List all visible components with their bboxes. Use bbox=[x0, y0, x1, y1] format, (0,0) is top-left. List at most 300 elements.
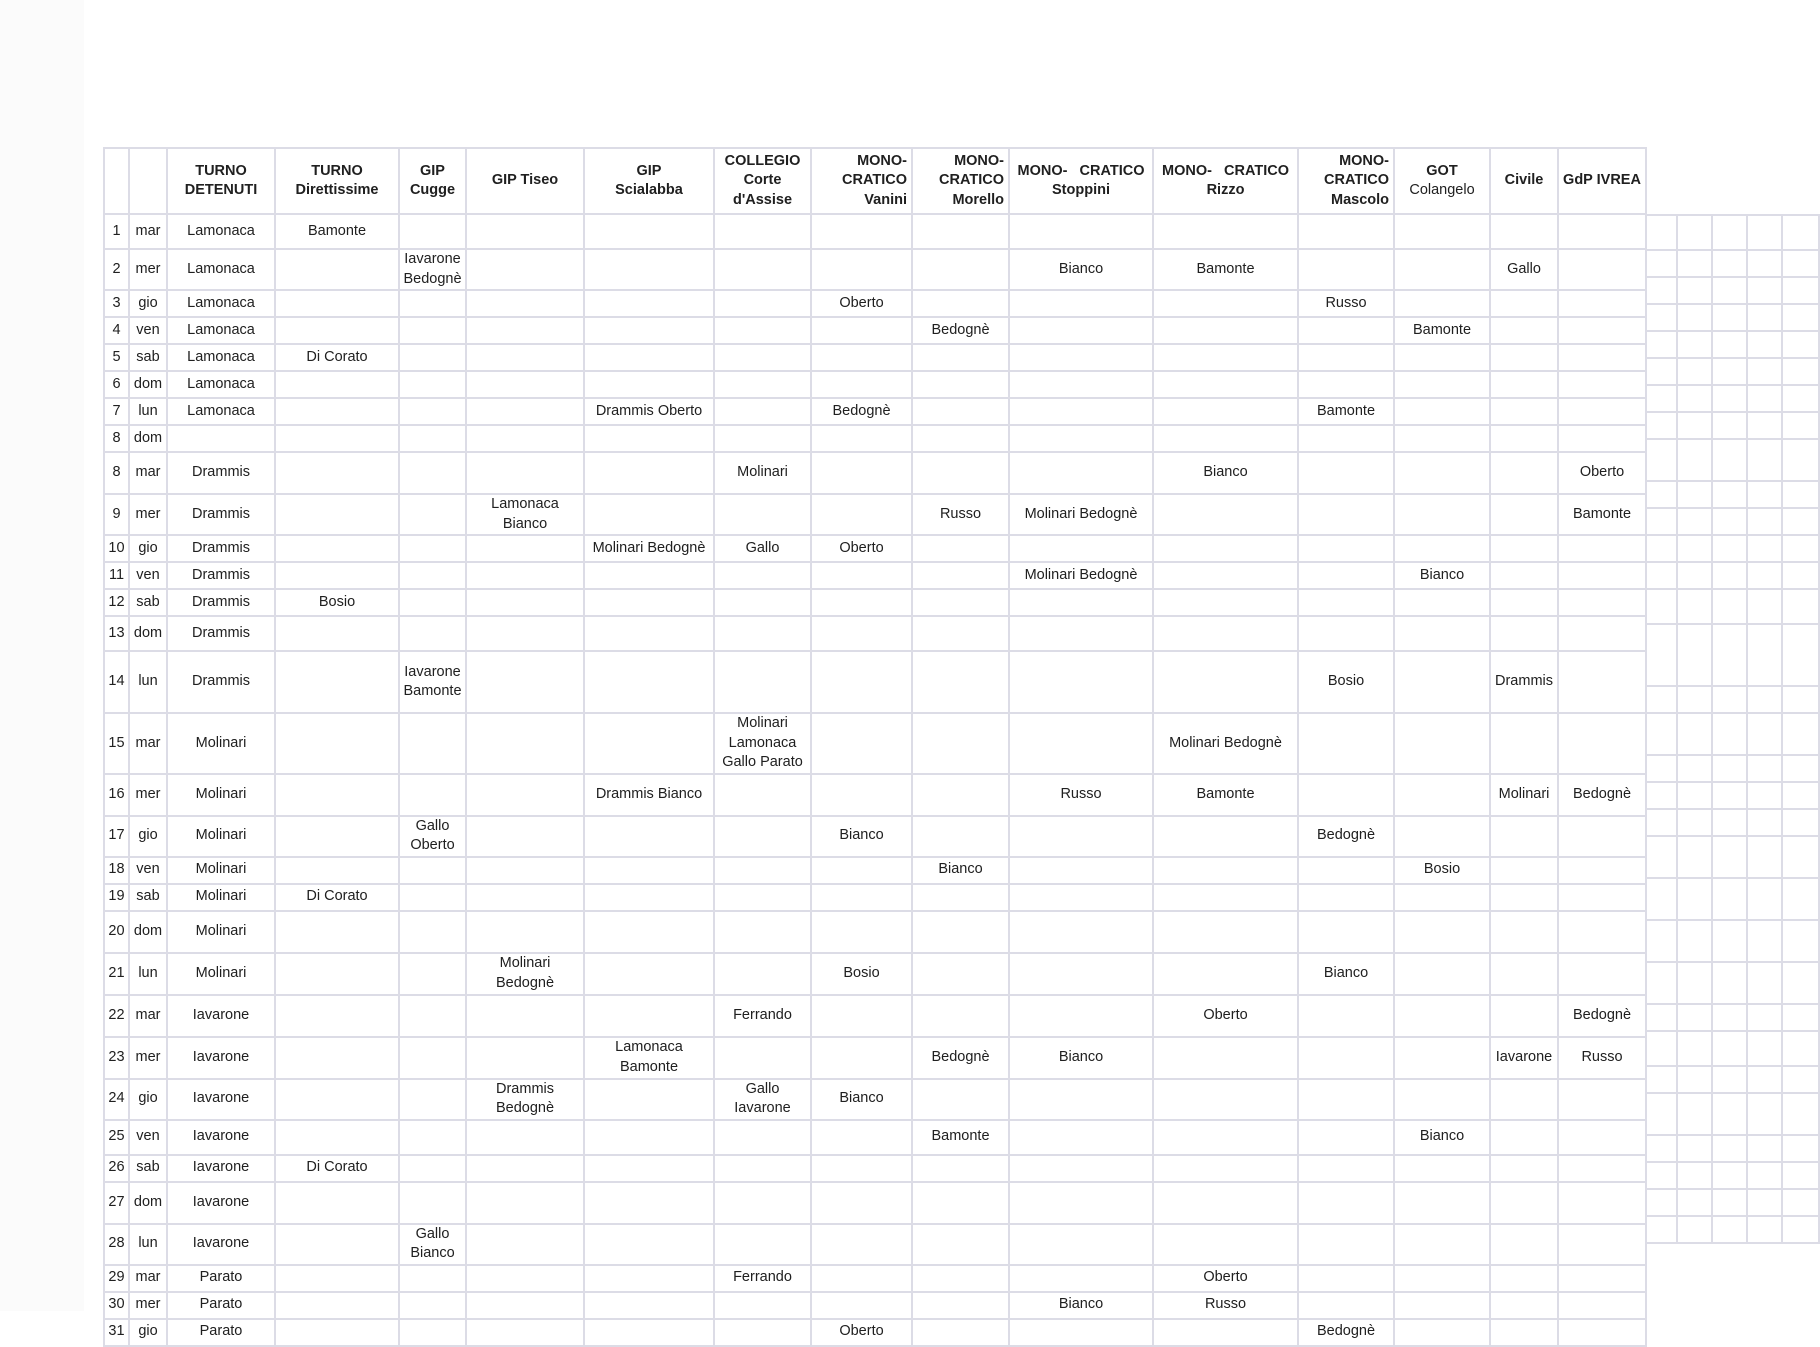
duty-cell-mono_rizzo bbox=[1153, 651, 1298, 713]
empty-cell bbox=[1677, 686, 1712, 713]
duty-cell-gdp bbox=[1558, 535, 1646, 562]
weekday: ven bbox=[129, 857, 167, 884]
empty-cell bbox=[1747, 589, 1782, 624]
duty-cell-turno_detenuti: Iavarone bbox=[167, 1182, 275, 1224]
page-margin bbox=[0, 0, 84, 1311]
duty-cell-civile bbox=[1490, 452, 1558, 494]
duty-cell-mono_morello bbox=[912, 1079, 1009, 1120]
duty-cell-turno_direttissime bbox=[275, 816, 399, 857]
empty-cell bbox=[1747, 277, 1782, 304]
extra-row bbox=[1646, 589, 1819, 624]
duty-cell-gip_cugge bbox=[399, 616, 466, 651]
duty-cell-gip_tiseo bbox=[466, 249, 584, 290]
duty-cell-mono_mascolo: Russo bbox=[1298, 290, 1394, 317]
weekday: mer bbox=[129, 494, 167, 535]
duty-cell-gip_tiseo bbox=[466, 774, 584, 816]
extra-row bbox=[1646, 1216, 1819, 1243]
empty-cell bbox=[1712, 481, 1747, 508]
header-line: GIP bbox=[636, 162, 662, 179]
duty-cell-gip_cugge bbox=[399, 317, 466, 344]
empty-cell bbox=[1677, 962, 1712, 1004]
duty-cell-got bbox=[1394, 1265, 1490, 1292]
duty-cell-gip_scialabba bbox=[584, 371, 714, 398]
empty-cell bbox=[1712, 1066, 1747, 1093]
duty-cell-civile bbox=[1490, 562, 1558, 589]
duty-cell-mono_stoppini bbox=[1009, 425, 1153, 452]
duty-cell-gip_tiseo bbox=[466, 1292, 584, 1319]
duty-cell-gip_scialabba: Molinari Bedognè bbox=[584, 535, 714, 562]
duty-cell-got: Bianco bbox=[1394, 1120, 1490, 1155]
duty-cell-mono_stoppini bbox=[1009, 452, 1153, 494]
duty-cell-gip_tiseo bbox=[466, 589, 584, 616]
empty-cell bbox=[1646, 1004, 1677, 1031]
empty-cell bbox=[1677, 277, 1712, 304]
duty-cell-mono_morello bbox=[912, 884, 1009, 911]
extra-row bbox=[1646, 624, 1819, 686]
duty-cell-turno_detenuti: Lamonaca bbox=[167, 317, 275, 344]
empty-cell bbox=[1782, 836, 1819, 878]
duty-cell-gip_cugge bbox=[399, 1292, 466, 1319]
duty-cell-turno_direttissime bbox=[275, 1079, 399, 1120]
duty-cell-gdp: Bedognè bbox=[1558, 995, 1646, 1037]
duty-cell-turno_detenuti: Molinari bbox=[167, 713, 275, 774]
duty-cell-gdp bbox=[1558, 651, 1646, 713]
empty-cell bbox=[1677, 878, 1712, 920]
duty-cell-mono_vanini bbox=[811, 1037, 912, 1079]
header-line: Corte bbox=[743, 172, 782, 189]
duty-cell-mono_morello: Bamonte bbox=[912, 1120, 1009, 1155]
extra-row bbox=[1646, 385, 1819, 412]
weekday: lun bbox=[129, 398, 167, 425]
date-number: 24 bbox=[104, 1079, 129, 1120]
duty-cell-mono_morello bbox=[912, 1224, 1009, 1265]
duty-cell-collegio bbox=[714, 398, 811, 425]
empty-cell bbox=[1677, 624, 1712, 686]
duty-cell-turno_direttissime bbox=[275, 1265, 399, 1292]
duty-cell-mono_stoppini bbox=[1009, 713, 1153, 774]
duty-cell-civile bbox=[1490, 884, 1558, 911]
duty-cell-gip_scialabba bbox=[584, 1182, 714, 1224]
duty-cell-turno_detenuti: Parato bbox=[167, 1319, 275, 1346]
duty-cell-mono_vanini bbox=[811, 1265, 912, 1292]
duty-cell-gdp bbox=[1558, 857, 1646, 884]
empty-cell bbox=[1712, 1216, 1747, 1243]
duty-cell-gip_cugge bbox=[399, 290, 466, 317]
duty-cell-civile bbox=[1490, 214, 1558, 249]
duty-cell-mono_mascolo bbox=[1298, 884, 1394, 911]
duty-cell-gip_cugge: Gallo Bianco bbox=[399, 1224, 466, 1265]
duty-cell-mono_rizzo bbox=[1153, 1079, 1298, 1120]
duty-cell-mono_mascolo: Bedognè bbox=[1298, 816, 1394, 857]
header-line: COLLEGIO bbox=[724, 152, 801, 169]
extra-row bbox=[1646, 358, 1819, 385]
empty-cell bbox=[1747, 1004, 1782, 1031]
empty-cell bbox=[1646, 1162, 1677, 1189]
table-row bbox=[104, 1037, 1646, 1079]
duty-cell-mono_stoppini: Bianco bbox=[1009, 249, 1153, 290]
duty-cell-mono_rizzo: Molinari Bedognè bbox=[1153, 713, 1298, 774]
duty-cell-turno_direttissime: Bamonte bbox=[275, 214, 399, 249]
extra-row bbox=[1646, 1004, 1819, 1031]
duty-cell-got bbox=[1394, 1037, 1490, 1079]
empty-cell bbox=[1646, 412, 1677, 439]
duty-cell-turno_detenuti: Lamonaca bbox=[167, 398, 275, 425]
extra-row bbox=[1646, 304, 1819, 331]
header-line: MONO- bbox=[857, 152, 907, 169]
empty-cell bbox=[1677, 562, 1712, 589]
duty-cell-turno_detenuti: Lamonaca bbox=[167, 371, 275, 398]
duty-cell-collegio bbox=[714, 1120, 811, 1155]
header-line: MONO- CRATICO bbox=[1017, 162, 1145, 179]
duty-cell-gdp: Oberto bbox=[1558, 452, 1646, 494]
duty-cell-mono_rizzo bbox=[1153, 911, 1298, 953]
table-row bbox=[104, 1265, 1646, 1292]
extra-row bbox=[1646, 920, 1819, 962]
duty-cell-civile: Gallo bbox=[1490, 249, 1558, 290]
duty-cell-collegio bbox=[714, 290, 811, 317]
duty-cell-mono_morello bbox=[912, 371, 1009, 398]
date-number: 1 bbox=[104, 214, 129, 249]
empty-cell bbox=[1782, 1162, 1819, 1189]
empty-cell bbox=[1747, 331, 1782, 358]
duty-cell-gip_scialabba bbox=[584, 884, 714, 911]
duty-cell-gip_tiseo bbox=[466, 884, 584, 911]
column-header-mono_mascolo bbox=[1298, 148, 1394, 214]
duty-cell-turno_direttissime: Di Corato bbox=[275, 344, 399, 371]
duty-cell-gip_scialabba bbox=[584, 494, 714, 535]
duty-cell-got bbox=[1394, 425, 1490, 452]
duty-cell-mono_rizzo: Bamonte bbox=[1153, 774, 1298, 816]
duty-cell-civile bbox=[1490, 1319, 1558, 1346]
duty-cell-civile: Molinari bbox=[1490, 774, 1558, 816]
duty-cell-turno_direttissime bbox=[275, 774, 399, 816]
extra-row bbox=[1646, 962, 1819, 1004]
duty-cell-turno_detenuti: Molinari bbox=[167, 816, 275, 857]
duty-cell-turno_direttissime bbox=[275, 1182, 399, 1224]
duty-cell-turno_direttissime bbox=[275, 398, 399, 425]
duty-cell-gip_cugge bbox=[399, 1079, 466, 1120]
column-header-civile bbox=[1490, 148, 1558, 214]
duty-cell-gdp: Bedognè bbox=[1558, 774, 1646, 816]
duty-cell-gip_scialabba bbox=[584, 1292, 714, 1319]
duty-cell-civile bbox=[1490, 857, 1558, 884]
empty-cell bbox=[1677, 782, 1712, 809]
duty-cell-mono_mascolo bbox=[1298, 371, 1394, 398]
empty-cell bbox=[1646, 809, 1677, 836]
empty-cell bbox=[1782, 809, 1819, 836]
empty-cell bbox=[1677, 1216, 1712, 1243]
duty-cell-mono_vanini bbox=[811, 1182, 912, 1224]
empty-cell bbox=[1677, 358, 1712, 385]
duty-cell-gdp bbox=[1558, 425, 1646, 452]
extra-row bbox=[1646, 481, 1819, 508]
date-number: 8 bbox=[104, 452, 129, 494]
duty-cell-collegio bbox=[714, 1155, 811, 1182]
duty-cell-got: Bianco bbox=[1394, 562, 1490, 589]
header-line: GOT bbox=[1426, 162, 1458, 179]
duty-cell-mono_vanini bbox=[811, 651, 912, 713]
empty-cell bbox=[1747, 920, 1782, 962]
duty-cell-gdp bbox=[1558, 1292, 1646, 1319]
duty-cell-gdp bbox=[1558, 562, 1646, 589]
extra-row bbox=[1646, 809, 1819, 836]
duty-cell-collegio bbox=[714, 425, 811, 452]
duty-cell-turno_detenuti: Molinari bbox=[167, 911, 275, 953]
table-row bbox=[104, 651, 1646, 713]
duty-cell-gip_cugge bbox=[399, 1037, 466, 1079]
duty-cell-gip_scialabba bbox=[584, 953, 714, 995]
duty-cell-got bbox=[1394, 616, 1490, 651]
duty-cell-mono_morello bbox=[912, 816, 1009, 857]
empty-cell bbox=[1677, 755, 1712, 782]
empty-cell bbox=[1747, 1189, 1782, 1216]
duty-cell-turno_detenuti: Iavarone bbox=[167, 1120, 275, 1155]
duty-cell-turno_direttissime bbox=[275, 317, 399, 344]
weekday: mer bbox=[129, 1292, 167, 1319]
duty-cell-turno_detenuti: Iavarone bbox=[167, 1224, 275, 1265]
date-number: 4 bbox=[104, 317, 129, 344]
duty-cell-got bbox=[1394, 398, 1490, 425]
empty-cell bbox=[1677, 920, 1712, 962]
weekday: gio bbox=[129, 535, 167, 562]
table-row bbox=[104, 589, 1646, 616]
empty-cell bbox=[1712, 250, 1747, 277]
duty-cell-gip_tiseo bbox=[466, 1182, 584, 1224]
duty-cell-turno_direttissime bbox=[275, 911, 399, 953]
duty-cell-civile bbox=[1490, 494, 1558, 535]
empty-cell bbox=[1782, 782, 1819, 809]
empty-cell bbox=[1646, 713, 1677, 755]
duty-cell-turno_direttissime bbox=[275, 1037, 399, 1079]
duty-cell-turno_detenuti: Iavarone bbox=[167, 1079, 275, 1120]
duty-cell-gip_scialabba bbox=[584, 713, 714, 774]
duty-cell-turno_direttissime bbox=[275, 1292, 399, 1319]
empty-cell bbox=[1782, 331, 1819, 358]
empty-cell bbox=[1646, 358, 1677, 385]
duty-cell-mono_morello bbox=[912, 1319, 1009, 1346]
empty-cell bbox=[1782, 412, 1819, 439]
duty-cell-mono_vanini bbox=[811, 995, 912, 1037]
empty-cell bbox=[1646, 1135, 1677, 1162]
duty-cell-gip_scialabba: Lamonaca Bamonte bbox=[584, 1037, 714, 1079]
duty-cell-gip_scialabba bbox=[584, 214, 714, 249]
duty-cell-mono_rizzo bbox=[1153, 562, 1298, 589]
duty-cell-collegio bbox=[714, 562, 811, 589]
duty-cell-mono_rizzo bbox=[1153, 398, 1298, 425]
empty-cell bbox=[1747, 809, 1782, 836]
weekday: gio bbox=[129, 290, 167, 317]
weekday: mer bbox=[129, 249, 167, 290]
duty-cell-mono_morello bbox=[912, 911, 1009, 953]
duty-cell-gip_scialabba bbox=[584, 857, 714, 884]
duty-cell-mono_rizzo bbox=[1153, 290, 1298, 317]
duty-cell-mono_vanini bbox=[811, 884, 912, 911]
table-row bbox=[104, 317, 1646, 344]
header-line: Colangelo bbox=[1409, 182, 1475, 198]
duty-cell-mono_stoppini bbox=[1009, 290, 1153, 317]
duty-cell-got bbox=[1394, 1319, 1490, 1346]
duty-cell-turno_direttissime bbox=[275, 494, 399, 535]
duty-cell-gip_scialabba: Drammis Oberto bbox=[584, 398, 714, 425]
duty-cell-mono_morello bbox=[912, 995, 1009, 1037]
empty-cell bbox=[1677, 412, 1712, 439]
duty-cell-gip_tiseo bbox=[466, 1037, 584, 1079]
extra-row bbox=[1646, 713, 1819, 755]
extra-row bbox=[1646, 535, 1819, 562]
duty-cell-turno_direttissime bbox=[275, 249, 399, 290]
empty-cell bbox=[1747, 836, 1782, 878]
duty-cell-civile bbox=[1490, 1292, 1558, 1319]
duty-cell-mono_vanini bbox=[811, 1292, 912, 1319]
duty-cell-got bbox=[1394, 651, 1490, 713]
extra-row bbox=[1646, 1162, 1819, 1189]
empty-cell bbox=[1712, 836, 1747, 878]
extra-row bbox=[1646, 215, 1819, 250]
empty-cell bbox=[1747, 358, 1782, 385]
duty-cell-collegio: Gallo bbox=[714, 535, 811, 562]
duty-cell-turno_direttissime bbox=[275, 1224, 399, 1265]
empty-cell bbox=[1646, 277, 1677, 304]
duty-cell-gdp: Bamonte bbox=[1558, 494, 1646, 535]
duty-cell-gdp bbox=[1558, 1155, 1646, 1182]
duty-cell-mono_mascolo bbox=[1298, 911, 1394, 953]
empty-cell bbox=[1712, 304, 1747, 331]
duty-cell-mono_morello bbox=[912, 1265, 1009, 1292]
duty-cell-turno_direttissime bbox=[275, 1120, 399, 1155]
empty-cell bbox=[1712, 782, 1747, 809]
duty-cell-turno_direttissime bbox=[275, 535, 399, 562]
weekday: dom bbox=[129, 1182, 167, 1224]
column-header-turno_detenuti bbox=[167, 148, 275, 214]
duty-cell-turno_detenuti: Molinari bbox=[167, 884, 275, 911]
empty-cell bbox=[1712, 878, 1747, 920]
table-row bbox=[104, 214, 1646, 249]
duty-cell-gip_scialabba bbox=[584, 1120, 714, 1155]
duty-cell-mono_stoppini bbox=[1009, 214, 1153, 249]
duty-cell-civile bbox=[1490, 616, 1558, 651]
duty-cell-collegio: Gallo Iavarone bbox=[714, 1079, 811, 1120]
table-row bbox=[104, 1079, 1646, 1120]
empty-cell bbox=[1712, 385, 1747, 412]
empty-cell bbox=[1712, 535, 1747, 562]
empty-cell bbox=[1646, 589, 1677, 624]
date-number: 13 bbox=[104, 616, 129, 651]
duty-cell-collegio bbox=[714, 344, 811, 371]
empty-cell bbox=[1677, 1093, 1712, 1135]
duty-cell-gip_tiseo bbox=[466, 713, 584, 774]
empty-cell bbox=[1712, 1189, 1747, 1216]
duty-cell-collegio bbox=[714, 884, 811, 911]
duty-cell-mono_mascolo bbox=[1298, 616, 1394, 651]
table-row bbox=[104, 1224, 1646, 1265]
duty-cell-mono_morello bbox=[912, 290, 1009, 317]
duty-cell-turno_detenuti: Drammis bbox=[167, 616, 275, 651]
duty-cell-mono_stoppini bbox=[1009, 953, 1153, 995]
column-header-gip_scialabba bbox=[584, 148, 714, 214]
table-row bbox=[104, 1292, 1646, 1319]
duty-cell-turno_direttissime: Di Corato bbox=[275, 1155, 399, 1182]
empty-cell bbox=[1747, 878, 1782, 920]
empty-cell bbox=[1747, 1066, 1782, 1093]
table-row bbox=[104, 344, 1646, 371]
weekday: gio bbox=[129, 1079, 167, 1120]
duty-cell-gip_scialabba bbox=[584, 616, 714, 651]
empty-cell bbox=[1782, 250, 1819, 277]
duty-cell-gip_tiseo: Molinari Bedognè bbox=[466, 953, 584, 995]
header-line: Vanini bbox=[864, 191, 907, 208]
table-row bbox=[104, 953, 1646, 995]
empty-cell bbox=[1782, 215, 1819, 250]
duty-cell-collegio bbox=[714, 651, 811, 713]
duty-cell-mono_mascolo bbox=[1298, 1224, 1394, 1265]
duty-cell-mono_mascolo: Bosio bbox=[1298, 651, 1394, 713]
duty-cell-gip_cugge bbox=[399, 562, 466, 589]
date-number: 16 bbox=[104, 774, 129, 816]
duty-cell-gip_cugge bbox=[399, 995, 466, 1037]
duty-cell-gip_cugge bbox=[399, 1265, 466, 1292]
duty-cell-gip_cugge: Iavarone Bedognè bbox=[399, 249, 466, 290]
duty-cell-mono_stoppini bbox=[1009, 1182, 1153, 1224]
date-number: 30 bbox=[104, 1292, 129, 1319]
duty-cell-gip_scialabba: Drammis Bianco bbox=[584, 774, 714, 816]
duty-cell-mono_rizzo bbox=[1153, 589, 1298, 616]
empty-cell bbox=[1712, 624, 1747, 686]
duty-cell-civile bbox=[1490, 290, 1558, 317]
empty-cell bbox=[1646, 331, 1677, 358]
table-row bbox=[104, 857, 1646, 884]
weekday: mar bbox=[129, 995, 167, 1037]
table-row bbox=[104, 425, 1646, 452]
empty-cell bbox=[1782, 277, 1819, 304]
header-line: MONO- bbox=[1339, 152, 1389, 169]
duty-cell-collegio bbox=[714, 774, 811, 816]
date-number: 21 bbox=[104, 953, 129, 995]
duty-cell-gip_scialabba bbox=[584, 589, 714, 616]
duty-cell-mono_morello: Bianco bbox=[912, 857, 1009, 884]
duty-cell-turno_detenuti: Drammis bbox=[167, 452, 275, 494]
duty-cell-collegio bbox=[714, 1182, 811, 1224]
date-number: 11 bbox=[104, 562, 129, 589]
duty-cell-mono_stoppini bbox=[1009, 816, 1153, 857]
duty-cell-mono_mascolo bbox=[1298, 214, 1394, 249]
duty-cell-mono_vanini: Oberto bbox=[811, 535, 912, 562]
empty-cell bbox=[1646, 920, 1677, 962]
duty-cell-mono_morello bbox=[912, 616, 1009, 651]
duty-cell-civile bbox=[1490, 425, 1558, 452]
duty-cell-got bbox=[1394, 452, 1490, 494]
duty-cell-mono_stoppini: Bianco bbox=[1009, 1292, 1153, 1319]
duty-cell-collegio bbox=[714, 317, 811, 344]
duty-cell-mono_vanini: Bianco bbox=[811, 1079, 912, 1120]
column-header-gdp bbox=[1558, 148, 1646, 214]
duty-cell-mono_rizzo: Oberto bbox=[1153, 995, 1298, 1037]
duty-cell-gip_tiseo bbox=[466, 1265, 584, 1292]
extra-row bbox=[1646, 836, 1819, 878]
header-line: CRATICO bbox=[939, 172, 1004, 189]
weekday: ven bbox=[129, 317, 167, 344]
duty-cell-mono_mascolo bbox=[1298, 317, 1394, 344]
table-row bbox=[104, 1319, 1646, 1346]
empty-cell bbox=[1712, 1093, 1747, 1135]
duty-cell-gdp bbox=[1558, 317, 1646, 344]
duty-cell-collegio bbox=[714, 1292, 811, 1319]
duty-cell-mono_vanini bbox=[811, 911, 912, 953]
extra-row bbox=[1646, 1135, 1819, 1162]
extra-row bbox=[1646, 1093, 1819, 1135]
header-line: Stoppini bbox=[1052, 182, 1110, 198]
duty-cell-turno_detenuti: Iavarone bbox=[167, 1037, 275, 1079]
empty-cell bbox=[1747, 412, 1782, 439]
